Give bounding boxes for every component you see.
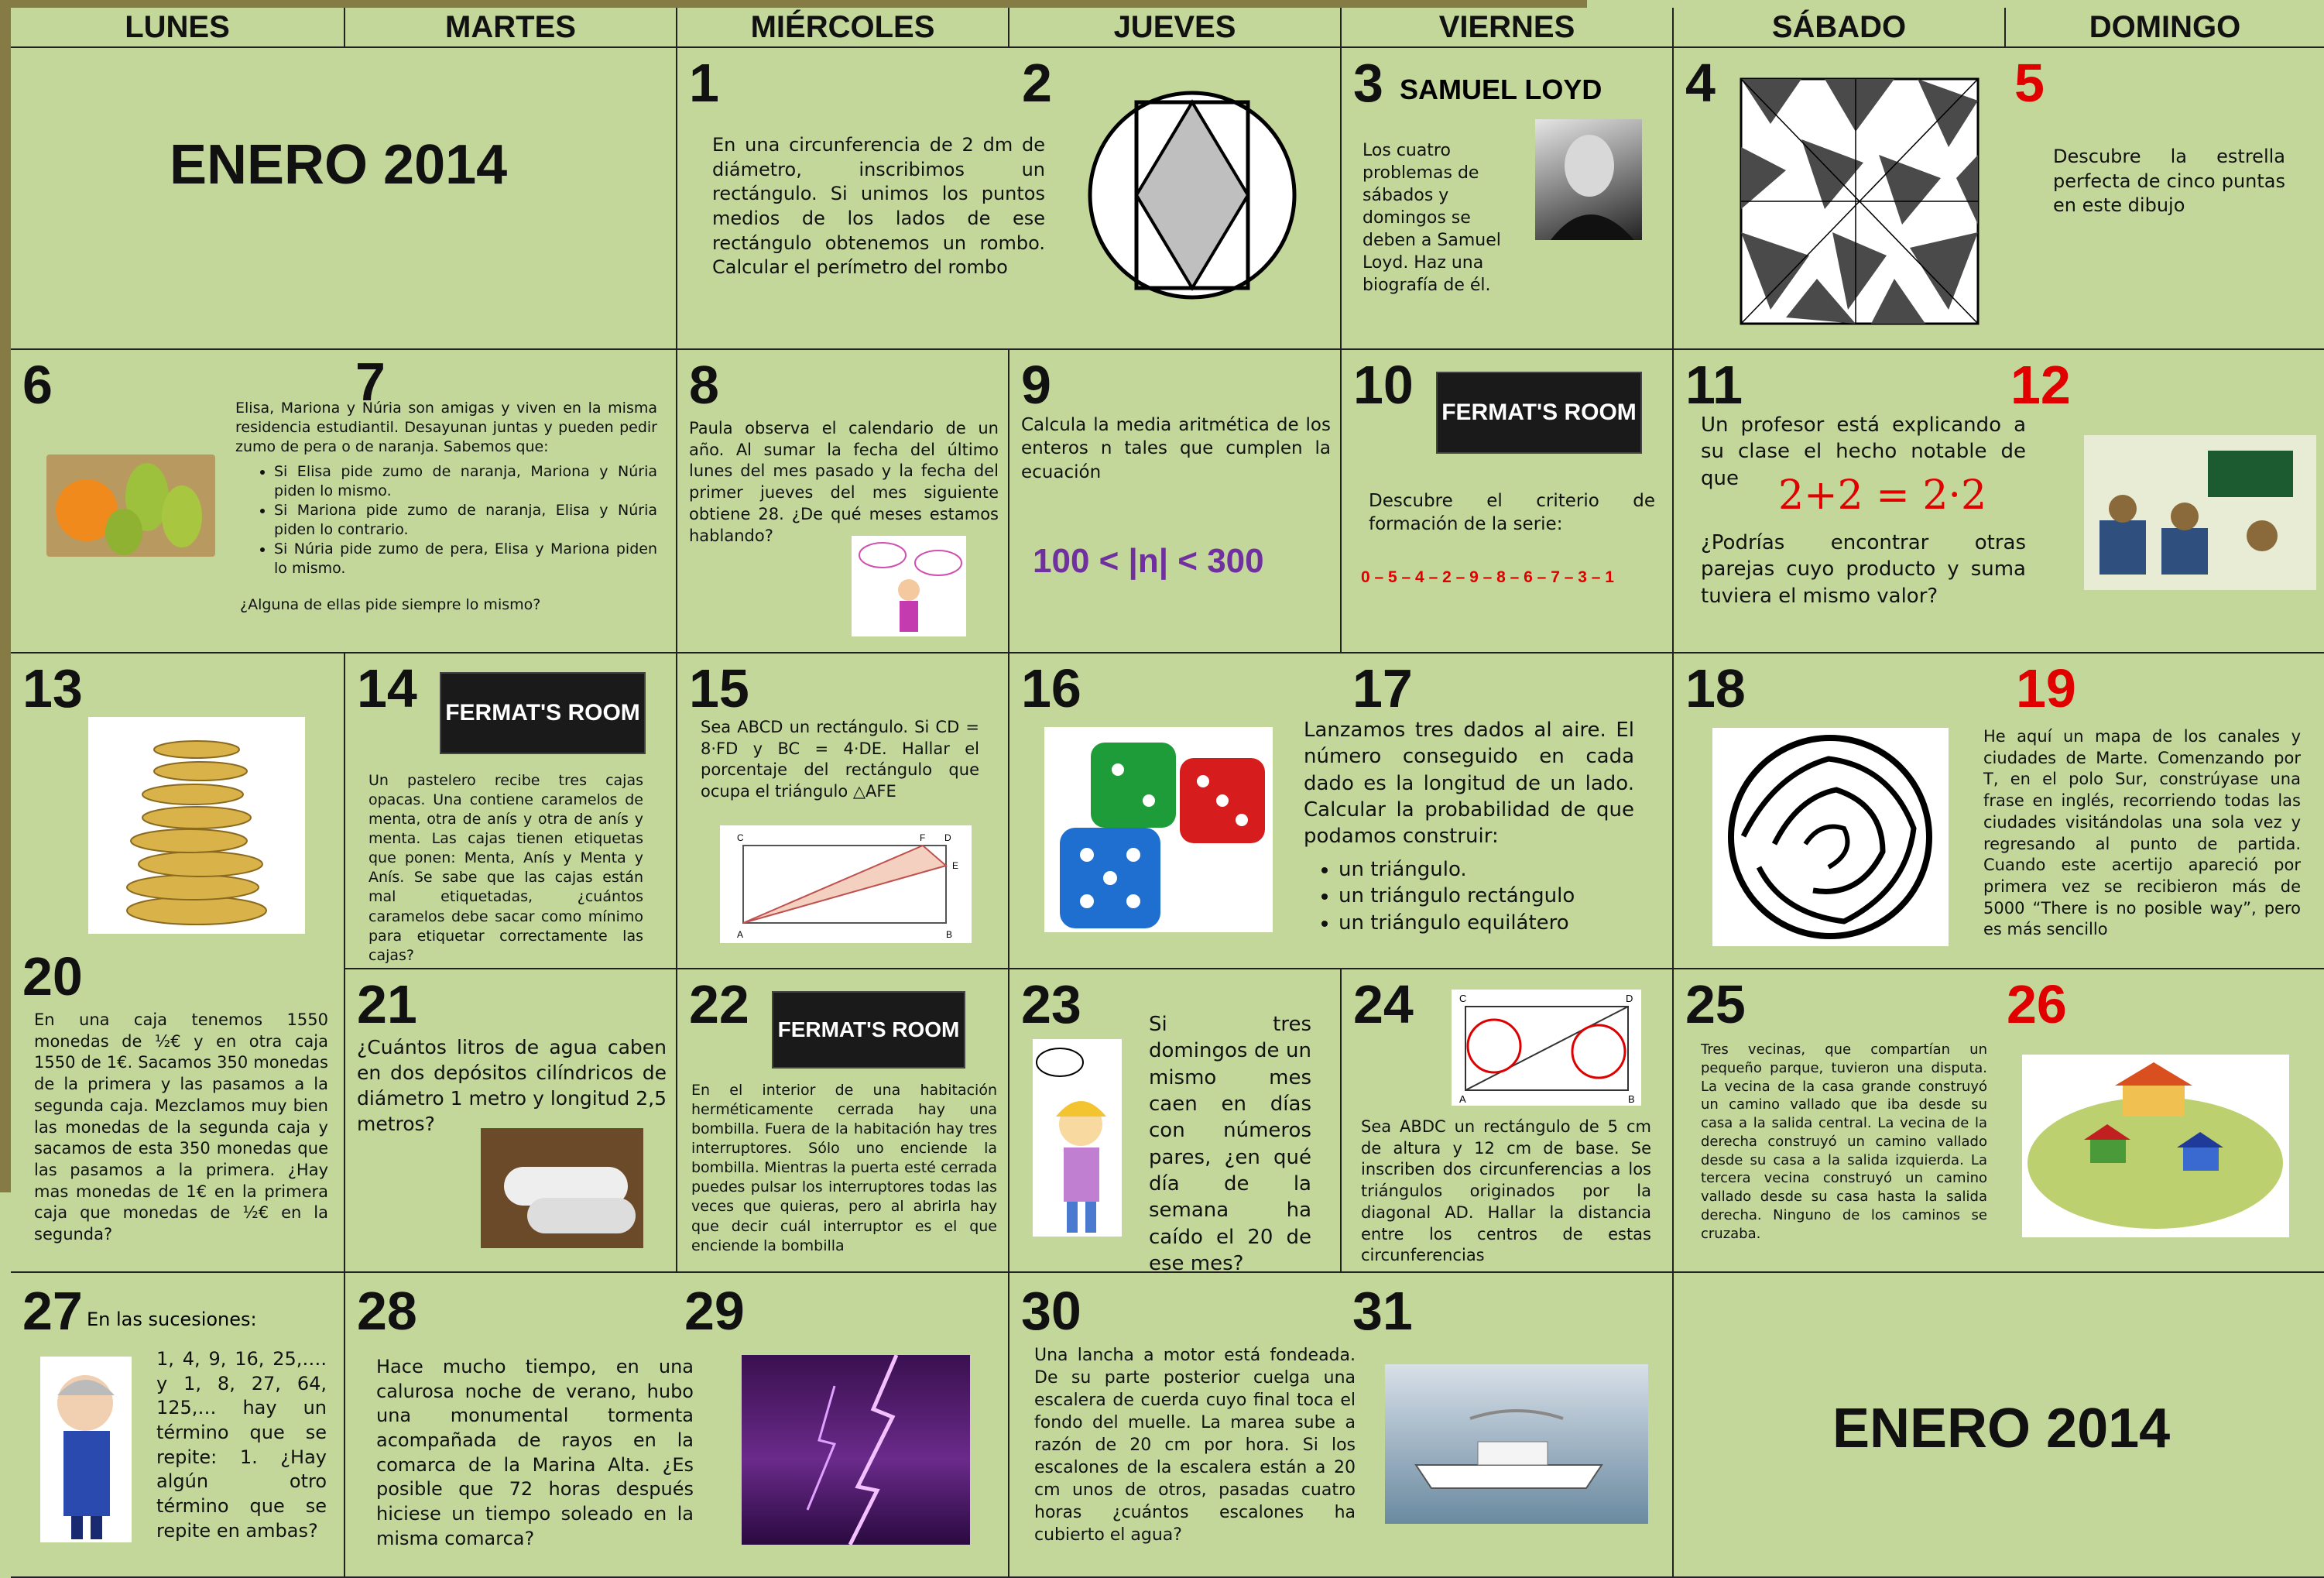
problem-text: Hace mucho tiempo, en una calurosa noche de verano, hubo una monumental tormenta acompañada de rayos en la comarca de la Marina Alta. ¿Es posible que 72 horas después hiciese un tiempo soleado en la misma comarca? xyxy=(376,1356,694,1549)
day-number: 30 xyxy=(1021,1281,1081,1341)
cell-day-14 xyxy=(345,653,677,969)
cell-day-16-17 xyxy=(1009,653,1674,969)
thinking-man-cartoon xyxy=(40,1357,132,1542)
problem-text: Si tres domingos de un mismo mes caen en días con números pares, ¿en qué día de la semana ha caído el 20 de ese mes? xyxy=(1149,1013,1311,1275)
option-item: • un triángulo. xyxy=(1339,856,1634,883)
svg-text:D: D xyxy=(944,832,951,843)
header-monday: LUNES xyxy=(11,8,345,48)
closing-title-cell xyxy=(1674,1273,2324,1578)
header-friday: VIERNES xyxy=(1342,8,1674,48)
header-sunday: DOMINGO xyxy=(2006,8,2324,48)
houses-park-image xyxy=(2022,1055,2289,1237)
option-item: • un triángulo equilátero xyxy=(1339,910,1634,936)
svg-text:B: B xyxy=(1628,1093,1635,1105)
thinking-girl-image xyxy=(1033,1039,1122,1237)
cell-day-8 xyxy=(677,350,1009,653)
circle-rhombus-figure xyxy=(1084,87,1301,304)
cell-day-25-26 xyxy=(1674,969,2324,1273)
day-number: 14 xyxy=(357,658,417,719)
cell-day-28-29 xyxy=(345,1273,1009,1578)
condition-item: • Si Mariona pide zumo de naranja, Elisa y Núria piden lo contrario. xyxy=(274,501,657,540)
option-item: • un triángulo rectángulo xyxy=(1339,883,1634,909)
cell-day-4-5 xyxy=(1674,48,2324,350)
problem-text: Un pastelero recibe tres cajas opacas. Una contiene caramelos de menta, otra de anís y otra de anís y menta. Las cajas tienen etiquetas que ponen: Menta, Anís y Menta y Anís. Se sabe que las cajas están mal etiquetadas, ¿cuántos caramelos debe sacar como mínimo para etiquetar correctamente las cajas? xyxy=(368,772,643,964)
svg-text:A: A xyxy=(737,929,744,940)
svg-text:F: F xyxy=(920,832,926,843)
cell-day-24 xyxy=(1342,969,1674,1273)
condition-item: • Si Núria pide zumo de pera, Elisa y Mariona piden lo mismo. xyxy=(274,540,657,578)
day-number: 23 xyxy=(1021,974,1081,1034)
day-number: 21 xyxy=(357,974,417,1034)
condition-item: • Si Elisa pide zumo de naranja, Mariona y Núria piden lo mismo. xyxy=(274,462,657,501)
problem-text: Descubre el criterio de formación de la serie: xyxy=(1369,491,1655,535)
cell-day-30-31 xyxy=(1009,1273,1674,1578)
problem-text: ¿Cuántos litros de agua caben en dos depósitos cilíndricos de diámetro 1 metro y longitud 2,5 metros? xyxy=(357,1036,667,1135)
cell-day-23 xyxy=(1009,969,1342,1273)
problem-text: Descubre la estrella perfecta de cinco puntas en este dibujo xyxy=(2053,146,2285,217)
problem-text: Lanzamos tres dados al aire. El número conseguido en cada dado es la longitud de un lado. Calcular la probabilidad de que podamos construir: xyxy=(1304,719,1634,849)
problem-text: Calcula la media aritmética de los enteros n tales que cumplen la ecuación xyxy=(1021,415,1331,482)
day-number: 6 xyxy=(22,355,53,415)
day-number: 8 xyxy=(689,355,719,415)
fermats-room-logo: FERMAT'S ROOM xyxy=(440,672,646,754)
cylindrical-tanks-image xyxy=(481,1128,643,1248)
loyd-heading: SAMUEL LOYD xyxy=(1400,74,1602,105)
problem-question: ¿Alguna de ellas pide siempre lo mismo? xyxy=(240,596,541,613)
problem-conditions xyxy=(235,462,657,578)
coins-stack-image xyxy=(88,717,305,934)
cell-day-11-12 xyxy=(1674,350,2324,653)
star-puzzle-figure xyxy=(1740,77,1980,325)
fermats-room-logo: FERMAT'S ROOM xyxy=(772,991,965,1069)
problem-text: 1, 4, 9, 16, 25,…. y 1, 8, 27, 64, 125,… hay un término que se repite: 1. ¿Hay algún otro término que se repite en ambas? xyxy=(156,1348,327,1542)
fruit-basket-image xyxy=(46,455,215,557)
title-cell xyxy=(11,48,677,350)
sequence-heading: En las sucesiones: xyxy=(87,1309,257,1330)
svg-text:E: E xyxy=(952,860,959,871)
day-number: 3 xyxy=(1353,53,1383,113)
mars-canals-map xyxy=(1712,728,1949,946)
day-number: 11 xyxy=(1685,355,1743,415)
day-number: 31 xyxy=(1352,1281,1413,1341)
cell-day-6-7 xyxy=(11,350,677,653)
number-series: 0 – 5 – 4 – 2 – 9 – 8 – 6 – 7 – 3 – 1 xyxy=(1361,568,1614,586)
svg-text:D: D xyxy=(1626,993,1633,1004)
problem-text: Sea ABDC un rectángulo de 5 cm de altura y 12 cm de base. Se inscriben dos circunferencias a los triángulos originados por la diagonal AD. Hallar la distancia entre los centros de estas circunferencias xyxy=(1361,1117,1651,1265)
top-border xyxy=(0,0,1587,8)
svg-text:B: B xyxy=(946,929,953,940)
cell-day-13-20 xyxy=(11,653,345,1273)
options-list xyxy=(1304,856,1634,936)
cell-day-22 xyxy=(677,969,1009,1273)
problem-text: Paula observa el calendario de un año. Al sumar la fecha del último lunes del mes pasado y la fecha del primer jueves del mes siguiente obtiene 28. ¿De qué meses estamos hablando? xyxy=(689,419,999,545)
svg-text:C: C xyxy=(1459,993,1467,1004)
thinking-girl-image xyxy=(852,536,966,636)
cell-day-15 xyxy=(677,653,1009,969)
day-number-sunday: 5 xyxy=(2014,53,2045,113)
problem-text: ¿Podrías encontrar otras parejas cuyo producto y suma tuviera el mismo valor? xyxy=(1701,531,2026,608)
problem-text: En una caja tenemos 1550 monedas de ½€ y en otra caja 1550 de 1€. Sacamos 350 monedas de la primera y las pasamos a la segunda caja. Mezclamos muy bien las monedas de la segunda caja y sacamos de esta 350 monedas que las pasamos a la primera. ¿Hay mas monedas de 1€ en la primera caja que monedas de ½€ en la segunda? xyxy=(34,1010,328,1244)
day-number-sunday: 12 xyxy=(2010,355,2071,415)
rectangle-circles-figure xyxy=(1452,990,1641,1106)
day-number: 13 xyxy=(22,658,83,719)
formula: 2+2 = 2·2 xyxy=(1778,472,1987,519)
day-number: 18 xyxy=(1685,658,1746,719)
cell-day-21 xyxy=(345,969,677,1273)
inequality-formula: 100 < |n| < 300 xyxy=(1033,542,1264,580)
problem-text: Un profesor está explicando a su clase el hecho notable de que xyxy=(1701,413,2026,490)
problem-text: En una circunferencia de 2 dm de diámetro, inscribimos un rectángulo. Si unimos los puntos medios de los lados de ese rectángulo obtenemos un rombo. Calcular el perímetro del rombo xyxy=(712,134,1045,279)
problem-text: Los cuatro problemas de sábados y domingos se deben a Samuel Loyd. Haz una biografía de él. xyxy=(1363,141,1501,296)
day-number-sunday: 26 xyxy=(2007,974,2067,1034)
month-title: ENERO 2014 xyxy=(170,134,508,196)
day-number: 28 xyxy=(357,1281,417,1341)
three-dice-image xyxy=(1044,727,1273,932)
fermats-room-logo: FERMAT'S ROOM xyxy=(1436,372,1642,454)
svg-text:A: A xyxy=(1459,1093,1466,1105)
problem-text: Tres vecinas, que compartían un pequeño parque, tuvieron una disputa. La vecina de la casa grande construyó un camino vallado que iba desde su casa a la salida central. La vecina de la derecha construyó un camino vallado desde su casa a la salida izquierda. La tercera vecina construyó un camino vallado desde su casa hasta la salida derecha. Ninguno de los caminos se cruzaba. xyxy=(1701,1041,1987,1242)
lightning-storm-image xyxy=(742,1355,970,1545)
problem-text: Sea ABCD un rectángulo. Si CD = 8·FD y BC = 4·DE. Hallar el porcentaje del rectángulo que ocupa el triángulo △AFE xyxy=(701,718,979,801)
day-number: 29 xyxy=(684,1281,745,1341)
cell-day-18-19 xyxy=(1674,653,2324,969)
day-number: 10 xyxy=(1353,355,1414,415)
header-tuesday: MARTES xyxy=(345,8,677,48)
cell-day-9 xyxy=(1009,350,1342,653)
day-number: 15 xyxy=(689,658,749,719)
month-title: ENERO 2014 xyxy=(1832,1398,2171,1460)
rectangle-triangle-figure xyxy=(720,825,972,943)
day-number: 1 xyxy=(689,53,719,113)
motorboat-image xyxy=(1385,1364,1648,1524)
header-thursday: JUEVES xyxy=(1009,8,1342,48)
problem-text: En el interior de una habitación herméticamente cerrada hay una bombilla. Fuera de la habitación hay tres interruptores. Sólo uno enciende la bombilla. Mientras la puerta esté cerrada puedes pulsar los interruptores todas las veces que quieras, pero al abrirla hay que decir cuál interruptor es el que enciende la bombilla xyxy=(691,1082,997,1254)
day-number: 7 xyxy=(355,352,386,412)
classroom-image xyxy=(2084,435,2316,590)
day-number: 27 xyxy=(22,1281,83,1341)
header-saturday: SÁBADO xyxy=(1674,8,2006,48)
day-number: 4 xyxy=(1685,53,1716,113)
samuel-loyd-portrait xyxy=(1535,119,1642,240)
cell-day-27 xyxy=(11,1273,345,1578)
day-number: 9 xyxy=(1021,355,1051,415)
day-number: 25 xyxy=(1685,974,1746,1034)
problem-intro: Elisa, Mariona y Núria son amigas y viven en la misma residencia estudiantil. Desayunan juntas y pueden pedir zumo de pera o de naranja. Sabemos que: xyxy=(235,400,657,456)
day-number: 16 xyxy=(1021,658,1081,719)
svg-text:C: C xyxy=(737,832,744,843)
cell-day-1-2 xyxy=(677,48,1342,350)
day-number: 24 xyxy=(1353,974,1414,1034)
day-number: 20 xyxy=(22,946,83,1007)
day-number-sunday: 19 xyxy=(2016,658,2076,719)
day-number: 22 xyxy=(689,974,749,1034)
left-border xyxy=(0,0,11,1192)
cell-day-10 xyxy=(1342,350,1674,653)
header-wednesday: MIÉRCOLES xyxy=(677,8,1009,48)
cell-day-3 xyxy=(1342,48,1674,350)
day-number: 17 xyxy=(1352,658,1413,719)
day-number: 2 xyxy=(1022,53,1052,113)
problem-text: He aquí un mapa de los canales y ciudades de Marte. Comenzando por T, en el polo Sur, constrúyase una frase en inglés, recorriendo todas las ciudades visitándolas una sola vez y regresando al punto de partida. Cuando este acertijo apareció por primera vez se recibieron más de 5000 “There is no posible way”, pero es más sencillo xyxy=(1983,727,2301,939)
problem-text: Una lancha a motor está fondeada. De su parte posterior cuelga una escalera de cuerda cuyo final toca el fondo del muelle. La marea sube a razón de 20 cm por hora. Si los escalones de la escalera están a 20 cm unos de otros, pasadas cuatro horas ¿cuántos escalones ha cubierto el agua? xyxy=(1034,1346,1356,1545)
